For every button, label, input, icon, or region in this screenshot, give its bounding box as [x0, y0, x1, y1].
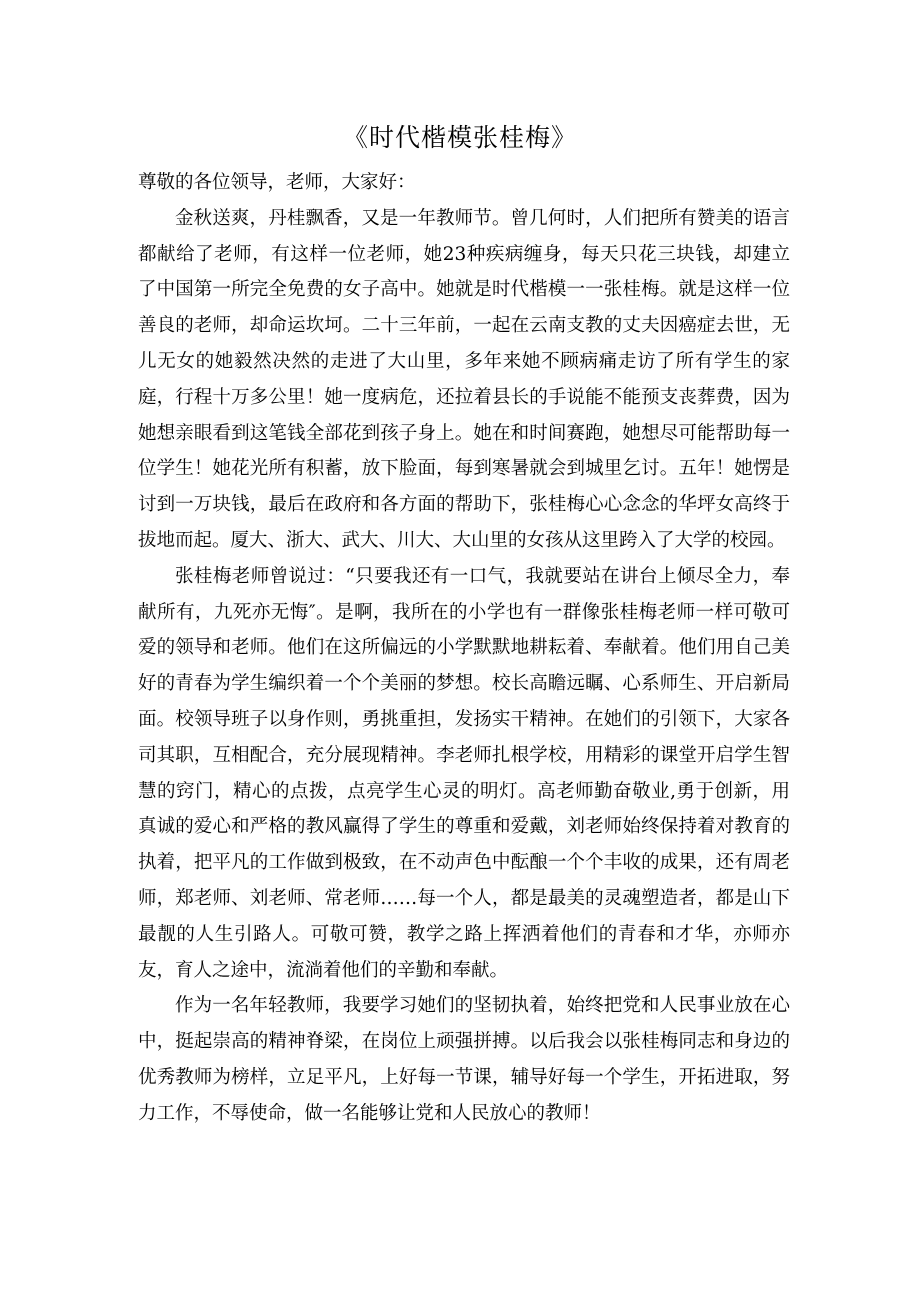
- paragraph-3: 作为一名年轻教师，我要学习她们的坚韧执着，始终把党和人民事业放在心中，挺起崇高的精神脊梁，在岗位上顽强拼搏。以后我会以张桂梅同志和身边的优秀教师为榜样，立足平凡，上好每一节课，辅导好每一个学生，开拓进取，努力工作，不辱使命，做一名能够让党和人民放心的教师！: [138, 995, 790, 1124]
- salutation: 尊敬的各位领导，老师，大家好：: [138, 172, 416, 193]
- document-body: [138, 165, 790, 1132]
- document-title: 《时代楷模张桂梅》: [342, 123, 577, 152]
- paragraph-2: 张桂梅老师曾说过：“只要我还有一口气，我就要站在讲台上倾尽全力，奉献所有，九死亦无悔″。是啊，我所在的小学也有一群像张桂梅老师一样可敬可爱的领导和老师。他们在这所偏远的小学默默地耕耘着、奉献着。他们用自己美好的青春为学生编织着一个个美丽的梦想。校长高瞻远瞩、心系师生、开启新局面。校领导班子以身作则，勇挑重担，发扬实干精神。在她们的引领下，大家各司其职，互相配合，充分展现精神。李老师扎根学校，用精彩的课堂开启学生智慧的窍门，精心的点拨，点亮学生心灵的明灯。高老师勤奋敬业,勇于创新，用真诚的爱心和严格的教风赢得了学生的尊重和爱戴，刘老师始终保持着对教育的执着，把平凡的工作做到极致，在不动声色中酝酿一个个丰收的成果，还有周老师，郑老师、刘老师、常老师……每一个人，都是最美的灵魂塑造者，都是山下最靓的人生引路人。可敬可赞，教学之路上挥洒着他们的青春和才华，亦师亦友，育人之途中，流淌着他们的辛勤和奉献。: [138, 565, 790, 981]
- paragraph-1: 金秋送爽，丹桂飘香，又是一年教师节。曾几何时，人们把所有赞美的语言都献给了老师，有这样一位老师，她23种疾病缠身，每天只花三块钱，却建立了中国第一所完全免费的女子高中。她就是时代楷模一一张桂梅。就是这样一位善良的老师，却命运坎坷。二十三年前，一起在云南支教的丈夫因癌症去世，无儿无女的她毅然决然的走进了大山里，多年来她不顾病痛走访了所有学生的家庭，行程十万多公里！她一度病危，还拉着县长的手说能不能预支丧葬费，因为她想亲眼看到这笔钱全部花到孩子身上。她在和时间赛跑，她想尽可能帮助每一位学生！她花光所有积蓄，放下脸面，每到寒暑就会到城里乞讨。五年！她愣是讨到一万块钱，最后在政府和各方面的帮助下，张桂梅心心念念的华坪女高终于拔地而起。厦大、浙大、武大、川大、大山里的女孩从这里跨入了大学的校园。: [138, 207, 790, 551]
